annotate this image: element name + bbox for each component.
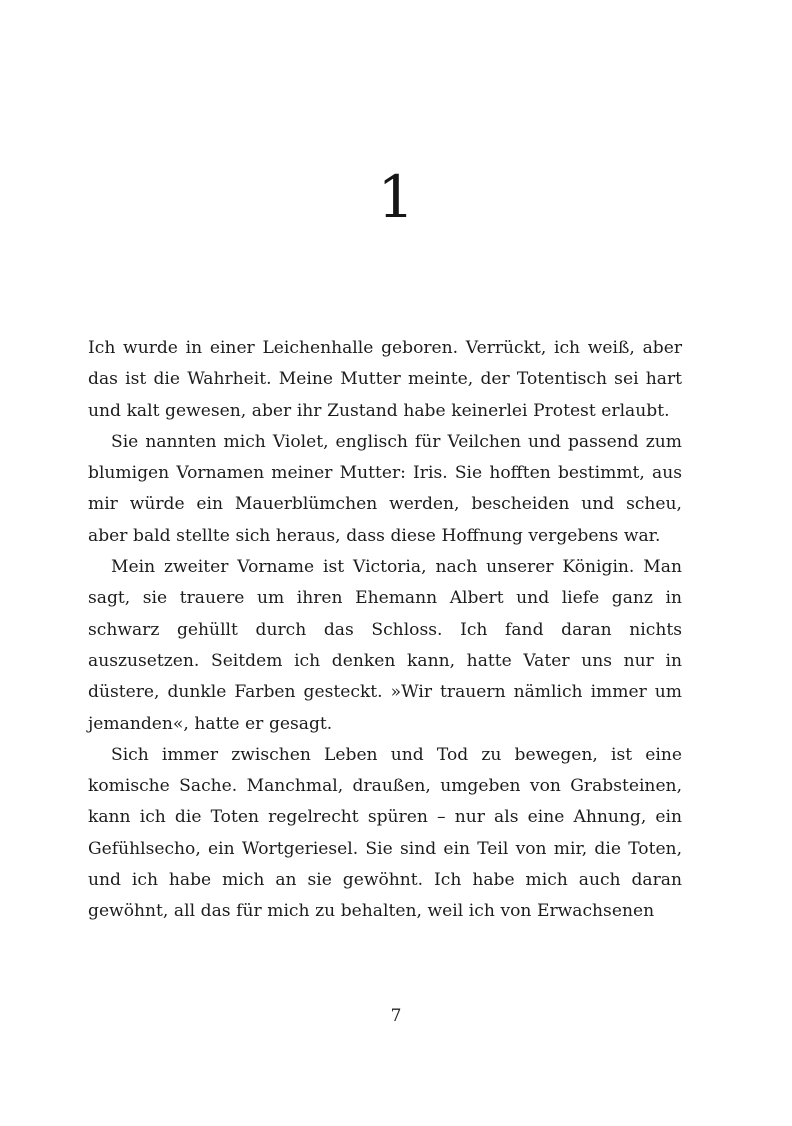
body-paragraph: Sich immer zwischen Leben und Tod zu bewegen, ist eine komische Sache. Manchmal, draußen, umgeben von Grabsteinen, kann ich die Toten regelrecht spüren – nur als eine Ahnung, ein Gefühlsecho, ein Wortgeriesel. Sie sind ein Teil von mir, die Toten, und ich habe mich an sie gewöhnt. Ich habe mich auch daran gewöhnt, all das für mich zu behalten, weil ich von Erwachsenen xyxy=(88,744,682,922)
chapter-number: 1 xyxy=(377,163,415,231)
body-paragraph: Sie nannten mich Violet, englisch für Veilchen und passend zum blumigen Vornamen meiner Mutter: Iris. Sie hofften bestimmt, aus mir würde ein Mauerblümchen werden, bescheiden und scheu, aber bald stellte sich heraus, dass diese Hoffnung vergebens war. xyxy=(88,431,682,546)
page-footer xyxy=(0,1006,792,1025)
page-number: 7 xyxy=(390,1006,402,1026)
body-paragraph: Mein zweiter Vorname ist Victoria, nach unserer Königin. Man sagt, sie trauere um ihren Ehemann Albert und liefe ganz in schwarz gehüllt durch das Schloss. Ich fand daran nichts auszusetzen. Seitdem ich denken kann, hatte Vater uns nur in düstere, dunkle Farben gesteckt. »Wir trauern nämlich immer um jemanden«, hatte er gesagt. xyxy=(88,557,682,734)
body-text-block xyxy=(88,333,682,928)
chapter-heading xyxy=(0,163,792,231)
body-paragraph: Ich wurde in einer Leichenhalle geboren. Verrückt, ich weiß, aber das ist die Wahrheit. Meine Mutter meinte, der Totentisch sei hart und kalt gewesen, aber ihr Zustand habe keinerlei Protest erlaubt. xyxy=(88,338,682,421)
